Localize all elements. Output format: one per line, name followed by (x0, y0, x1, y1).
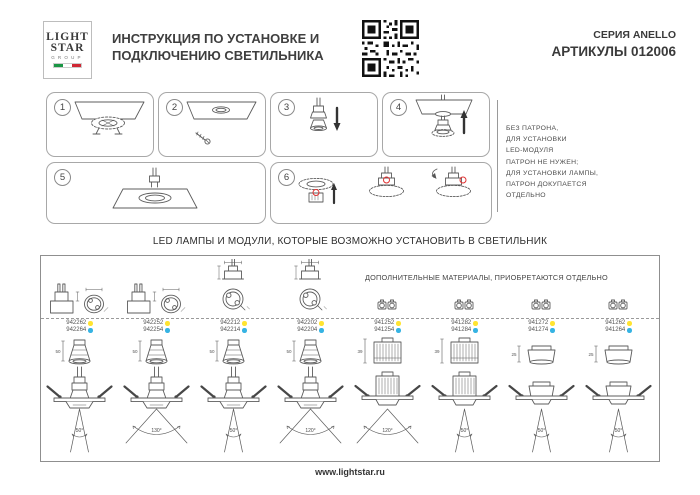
article-numbers (349, 320, 426, 334)
svg-text:50: 50 (55, 349, 61, 354)
article-numbers (580, 320, 657, 334)
yellow-dot-icon (627, 321, 632, 326)
step-3-diagram (271, 93, 377, 156)
article-row (118, 320, 195, 327)
socket-connector-icon (454, 298, 474, 311)
article-numbers (195, 320, 272, 334)
svg-text:50°: 50° (229, 428, 238, 434)
article-code: 942262 (66, 320, 87, 326)
lamp-column-6 (426, 256, 503, 459)
step-3 (270, 92, 378, 157)
yellow-dot-icon (550, 321, 555, 326)
lamp-column-8 (580, 256, 657, 459)
svg-text:120°: 120° (382, 428, 393, 434)
article-row (118, 327, 195, 334)
step-4-diagram (383, 93, 489, 156)
article-code: 941272 (528, 320, 549, 326)
page-title (112, 30, 324, 64)
step-3-number: 3 (278, 99, 295, 116)
svg-text:39: 39 (434, 349, 440, 354)
svg-text:50°: 50° (537, 428, 546, 434)
svg-text:25: 25 (511, 352, 517, 357)
lamp-mounting-diagram (41, 336, 118, 456)
title-line-2: ПОДКЛЮЧЕНИЮ СВЕТИЛЬНИКА (112, 48, 324, 63)
title-line-1: ИНСТРУКЦИЯ ПО УСТАНОВКЕ И (112, 31, 320, 46)
article-code: 941252 (374, 320, 395, 326)
svg-text:50: 50 (132, 349, 138, 354)
svg-text:50°: 50° (75, 428, 84, 434)
article-code: 941284 (451, 327, 472, 333)
article-row (272, 320, 349, 327)
article-code: 942212 (220, 320, 241, 326)
note-line: ДЛЯ УСТАНОВКИ (506, 136, 567, 144)
qr-code-icon (362, 20, 419, 77)
article-numbers (503, 320, 580, 334)
article-row (426, 327, 503, 334)
article-numbers (426, 320, 503, 334)
mr16-lamp-base-icon (124, 283, 188, 317)
blue-dot-icon (473, 328, 478, 333)
article-numbers (118, 320, 195, 334)
logo-word-star: STAR (50, 41, 85, 54)
lamp-mounting-diagram (195, 336, 272, 456)
svg-text:50°: 50° (460, 428, 469, 434)
blue-dot-icon (242, 328, 247, 333)
note-line: ПАТРОН ДОКУПАЕТСЯ (506, 181, 587, 189)
lightstar-logo (43, 21, 92, 79)
note-line: LED-МОДУЛЯ (506, 147, 554, 155)
article-row (272, 327, 349, 334)
yellow-dot-icon (396, 321, 401, 326)
step-6-diagram (271, 163, 491, 223)
article-code: 942204 (297, 327, 318, 333)
step-6-number: 6 (278, 169, 295, 186)
lamp-column-2 (118, 256, 195, 459)
svg-text:50: 50 (286, 349, 292, 354)
step-1 (46, 92, 154, 157)
article-code: 941264 (605, 327, 626, 333)
lamp-column-3 (195, 256, 272, 459)
logo-word-group: GROUP (51, 55, 84, 61)
article-row (503, 327, 580, 334)
article-row (580, 327, 657, 334)
footer-url: www.lightstar.ru (315, 467, 385, 477)
italy-flag-icon (53, 63, 82, 68)
step-6 (270, 162, 492, 224)
step-5 (46, 162, 266, 224)
yellow-dot-icon (88, 321, 93, 326)
yellow-dot-icon (319, 321, 324, 326)
pin-lamp-base-icon (208, 259, 258, 317)
svg-text:130°: 130° (151, 428, 162, 434)
module-mounting-diagram (503, 336, 580, 456)
article-row (195, 320, 272, 327)
lamp-column-4 (272, 256, 349, 459)
lamps-table (40, 255, 660, 462)
article-row (195, 327, 272, 334)
pin-lamp-base-icon (285, 259, 335, 317)
step-4-number: 4 (390, 99, 407, 116)
article-code: 941254 (374, 327, 395, 333)
article-code: 942254 (143, 327, 164, 333)
svg-text:50: 50 (209, 349, 215, 354)
step-5-number: 5 (54, 169, 71, 186)
article-code: 942264 (66, 327, 87, 333)
step-4 (382, 92, 490, 157)
lamp-mounting-diagram (118, 336, 195, 456)
svg-text:39: 39 (357, 349, 363, 354)
yellow-dot-icon (473, 321, 478, 326)
materials-note: ДОПОЛНИТЕЛЬНЫЕ МАТЕРИАЛЫ, ПРИОБРЕТАЮТСЯ ОТДЕЛЬНО (365, 273, 608, 282)
step-1-number: 1 (54, 99, 71, 116)
article-code: 941262 (605, 320, 626, 326)
note-line: ДЛЯ УСТАНОВКИ ЛАМПЫ, (506, 169, 599, 177)
yellow-dot-icon (242, 321, 247, 326)
article-code: 941282 (451, 320, 472, 326)
article-row (41, 320, 118, 327)
note-line: БЕЗ ПАТРОНА, (506, 125, 559, 132)
article-row (349, 320, 426, 327)
blue-dot-icon (627, 328, 632, 333)
yellow-dot-icon (165, 321, 170, 326)
socket-note (506, 123, 598, 201)
step-5-diagram (47, 163, 265, 223)
lamp-column-5 (349, 256, 426, 459)
blue-dot-icon (550, 328, 555, 333)
article-numbers (272, 320, 349, 334)
article-row (503, 320, 580, 327)
article-row (426, 320, 503, 327)
module-mounting-diagram (580, 336, 657, 456)
article-row (349, 327, 426, 334)
svg-text:120°: 120° (305, 428, 316, 434)
socket-connector-icon (531, 298, 551, 311)
module-mounting-diagram (426, 336, 503, 456)
article-numbers (41, 320, 118, 334)
socket-connector-icon (377, 298, 397, 311)
note-line: ПАТРОН НЕ НУЖЕН; (506, 158, 579, 166)
blue-dot-icon (165, 328, 170, 333)
mr16-lamp-base-icon (47, 283, 111, 317)
note-line: ОТДЕЛЬНО (506, 192, 546, 200)
socket-connector-icon (608, 298, 628, 311)
step-1-diagram (47, 93, 153, 156)
lamps-section-heading: LED ЛАМПЫ И МОДУЛИ, КОТОРЫЕ ВОЗМОЖНО УСТАНОВИТЬ В СВЕТИЛЬНИК (152, 236, 548, 247)
svg-text:25: 25 (588, 352, 594, 357)
blue-dot-icon (396, 328, 401, 333)
step-2-diagram (159, 93, 265, 156)
vertical-divider (497, 100, 498, 212)
series-name: СЕРИЯ ANELLO (593, 29, 676, 41)
lamp-mounting-diagram (272, 336, 349, 456)
series-block (552, 29, 676, 59)
logo-word-light: LIGHT (46, 31, 89, 44)
article-code: 941274 (528, 327, 549, 333)
step-2-number: 2 (166, 99, 183, 116)
module-mounting-diagram (349, 336, 426, 456)
step-2 (158, 92, 266, 157)
svg-text:50°: 50° (614, 428, 623, 434)
article-number: АРТИКУЛЫ 012006 (551, 44, 676, 59)
article-code: 942202 (297, 320, 318, 326)
lamp-column-7 (503, 256, 580, 459)
article-row (580, 320, 657, 327)
lamp-column-1 (41, 256, 118, 459)
blue-dot-icon (88, 328, 93, 333)
article-code: 942214 (220, 327, 241, 333)
article-row (41, 327, 118, 334)
blue-dot-icon (319, 328, 324, 333)
article-code: 942252 (143, 320, 164, 326)
